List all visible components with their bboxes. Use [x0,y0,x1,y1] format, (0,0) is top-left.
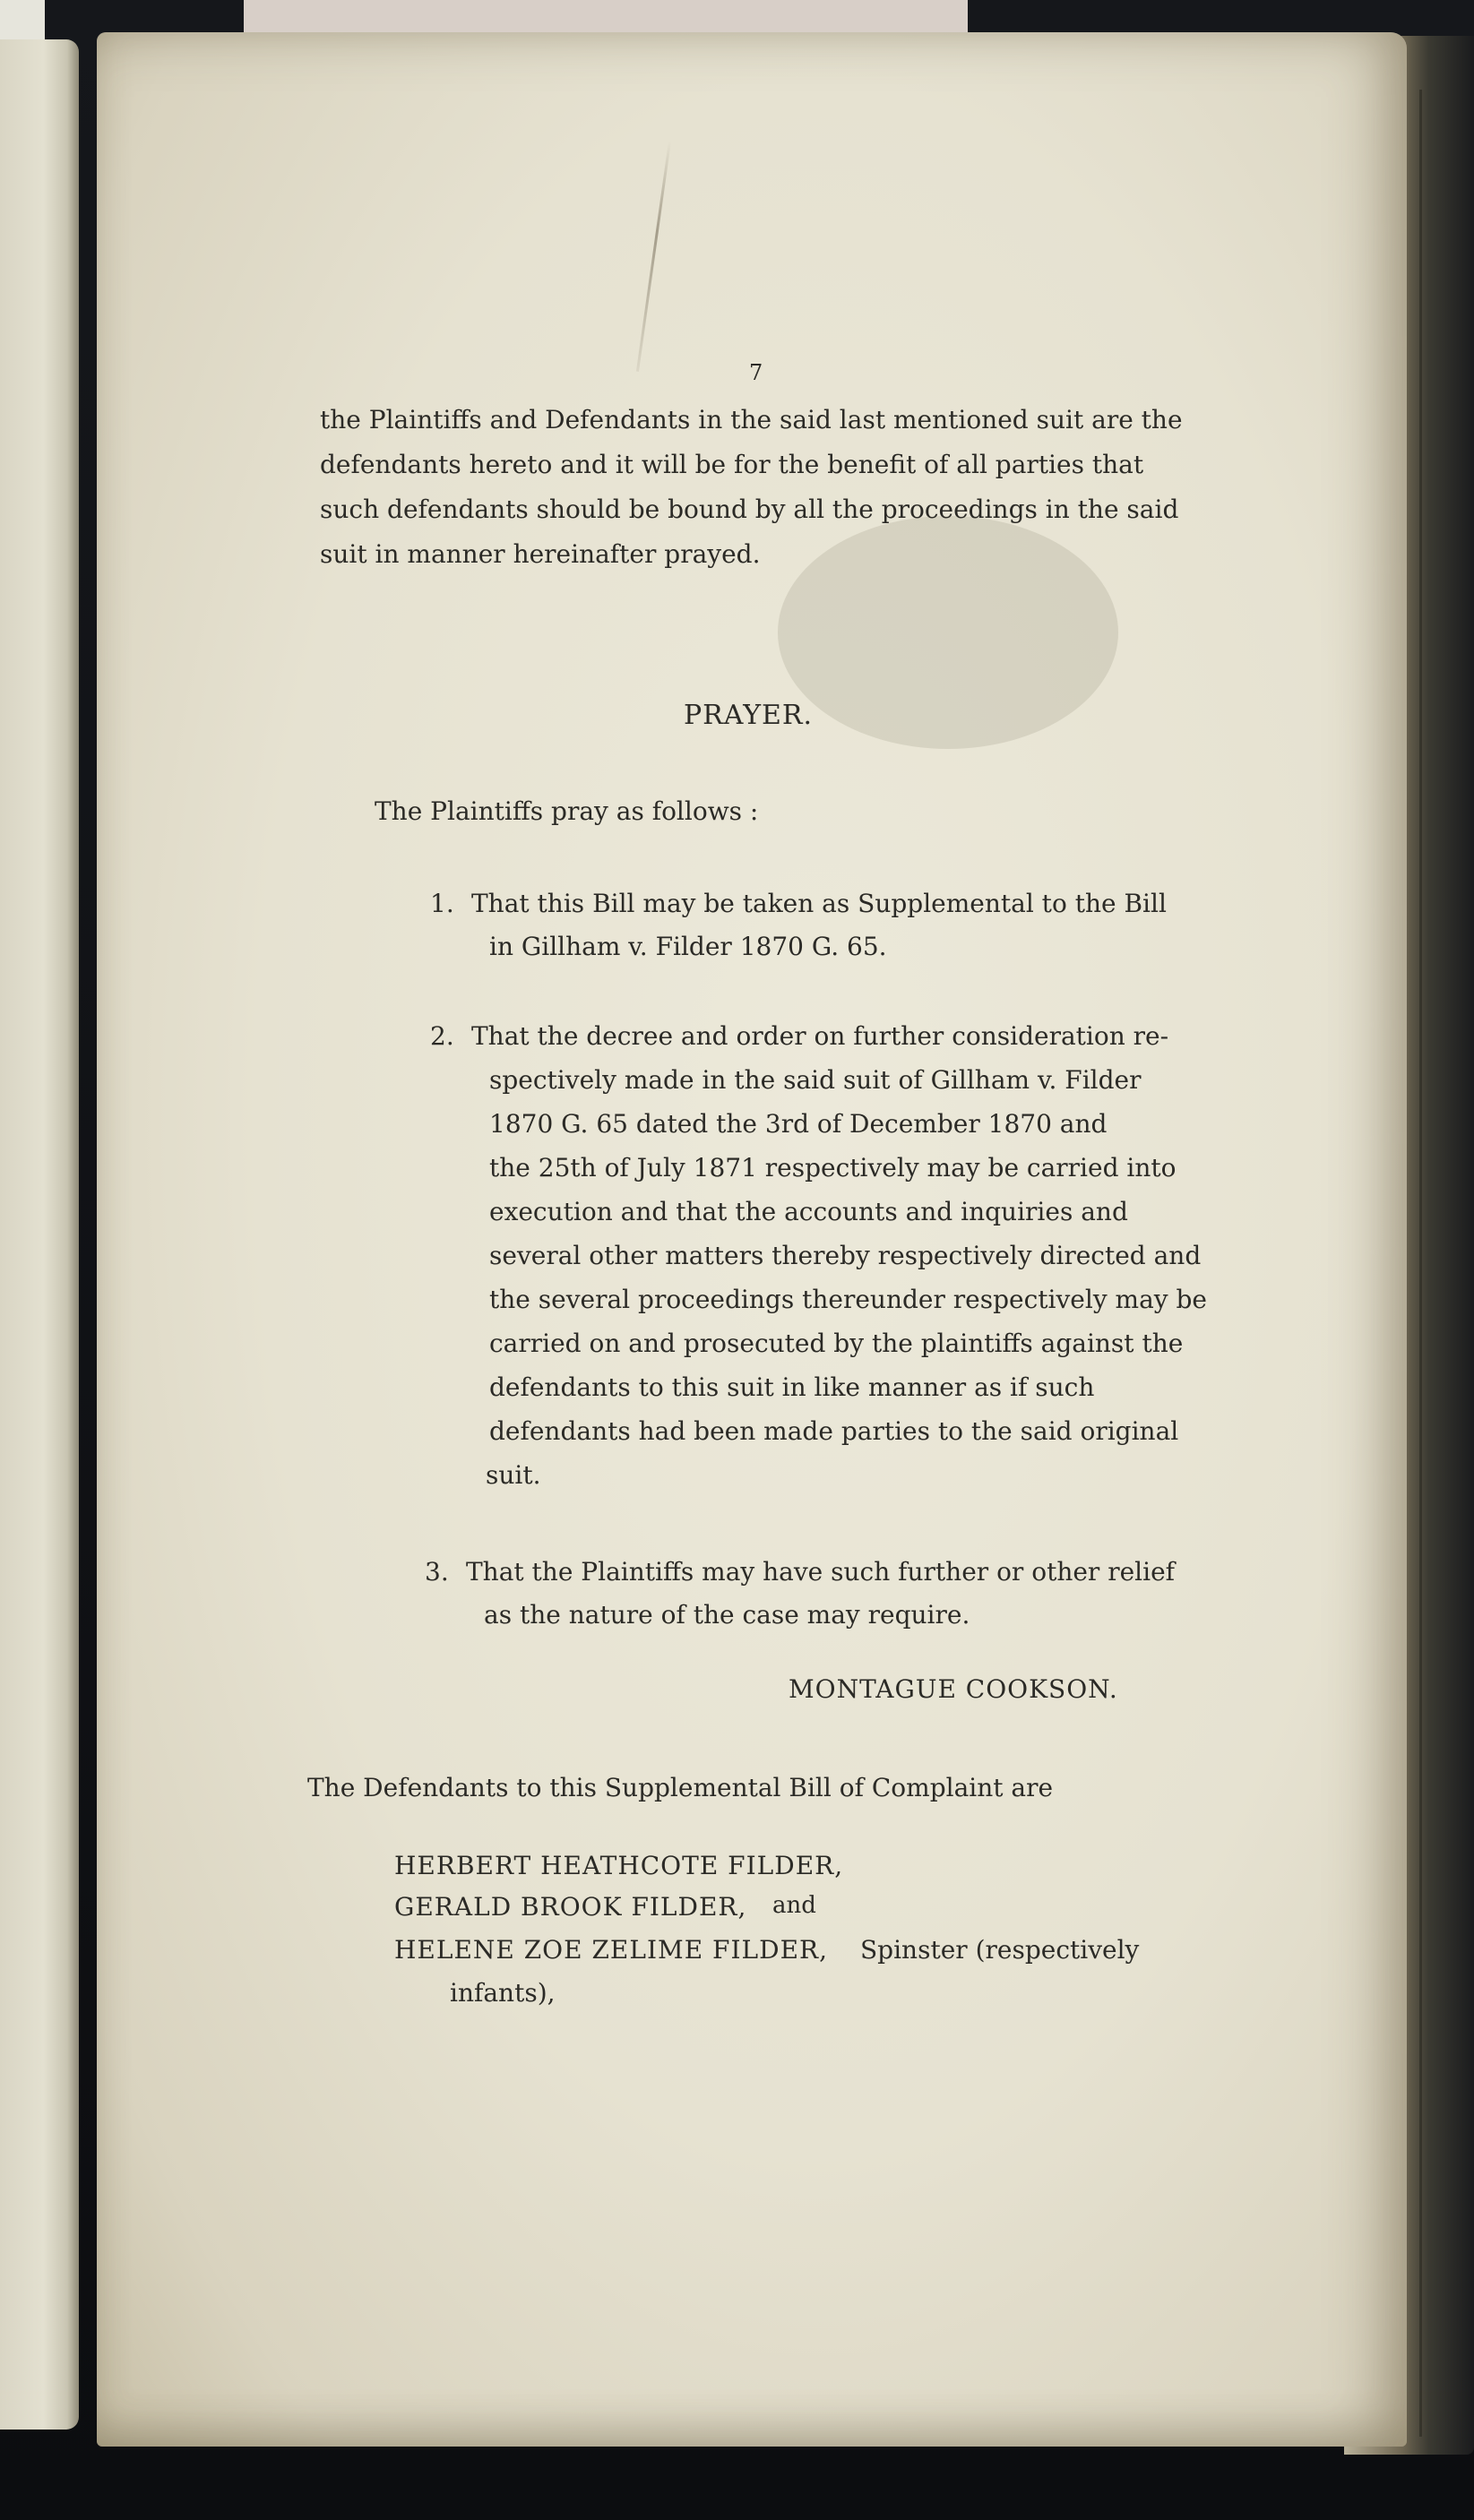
prayer-intro: The Plaintiffs pray as follows : [375,796,759,826]
item-number: 1. [430,889,454,918]
item-line: defendants to this suit in like manner as if such [489,1372,1095,1402]
defendant-suffix: Spinster (respectively [860,1935,1140,1965]
item-line: carried on and prosecuted by the plaintiffs against the [489,1329,1184,1358]
defendant-name: HELENE ZOE ZELIME FILDER, [394,1935,828,1965]
item-line: execution and that the accounts and inquiries and [489,1197,1128,1226]
signature: MONTAGUE COOKSON. [789,1674,1118,1704]
corner-sheet-edge [0,0,45,39]
intro-line: the Plaintiffs and Defendants in the said last mentioned suit are the [320,405,1183,434]
item-line: the 25th of July 1871 respectively may be carried into [489,1153,1177,1183]
item-line: defendants had been made parties to the said original [489,1416,1179,1446]
facing-page-edge [0,39,79,2430]
page-number: 7 [749,360,763,385]
item-number: 3. [425,1557,449,1587]
defendant-name: GERALD BROOK FILDER, [394,1892,747,1922]
item-line: spectively made in the said suit of Gillham v. Filder [489,1065,1142,1095]
bleed-through-smudge [778,516,1118,749]
prayer-heading: PRAYER. [684,700,814,731]
paper-tear-mark [636,141,671,372]
item-line: as the nature of the case may require. [484,1600,970,1630]
item-line: 1870 G. 65 dated the 3rd of December 1870 and [489,1109,1108,1139]
intro-line: such defendants should be bound by all the proceedings in the said [320,495,1179,524]
document-page [97,32,1407,2447]
item-number: 2. [430,1021,454,1051]
item-line: in Gillham v. Filder 1870 G. 65. [489,932,887,961]
defendant-name: HERBERT HEATHCOTE FILDER, [394,1851,844,1880]
item-line: That the decree and order on further consideration re- [471,1021,1169,1051]
intro-line: suit in manner hereinafter prayed. [320,539,761,569]
item-line: the several proceedings thereunder respectively may be [489,1285,1207,1314]
item-line: That the Plaintiffs may have such further or other relief [466,1557,1176,1587]
item-line: several other matters thereby respectively directed and [489,1241,1202,1270]
previous-sheet-edge [244,0,968,32]
defendants-intro: The Defendants to this Supplemental Bill of Complaint are [307,1773,1054,1802]
intro-line: defendants hereto and it will be for the benefit of all parties that [320,450,1144,479]
page-edge-line [1419,90,1422,2437]
defendant-suffix: and [772,1892,816,1919]
defendants-closing: infants), [450,1978,556,2008]
item-line: suit. [486,1460,541,1490]
item-line: That this Bill may be taken as Supplemental to the Bill [471,889,1167,918]
